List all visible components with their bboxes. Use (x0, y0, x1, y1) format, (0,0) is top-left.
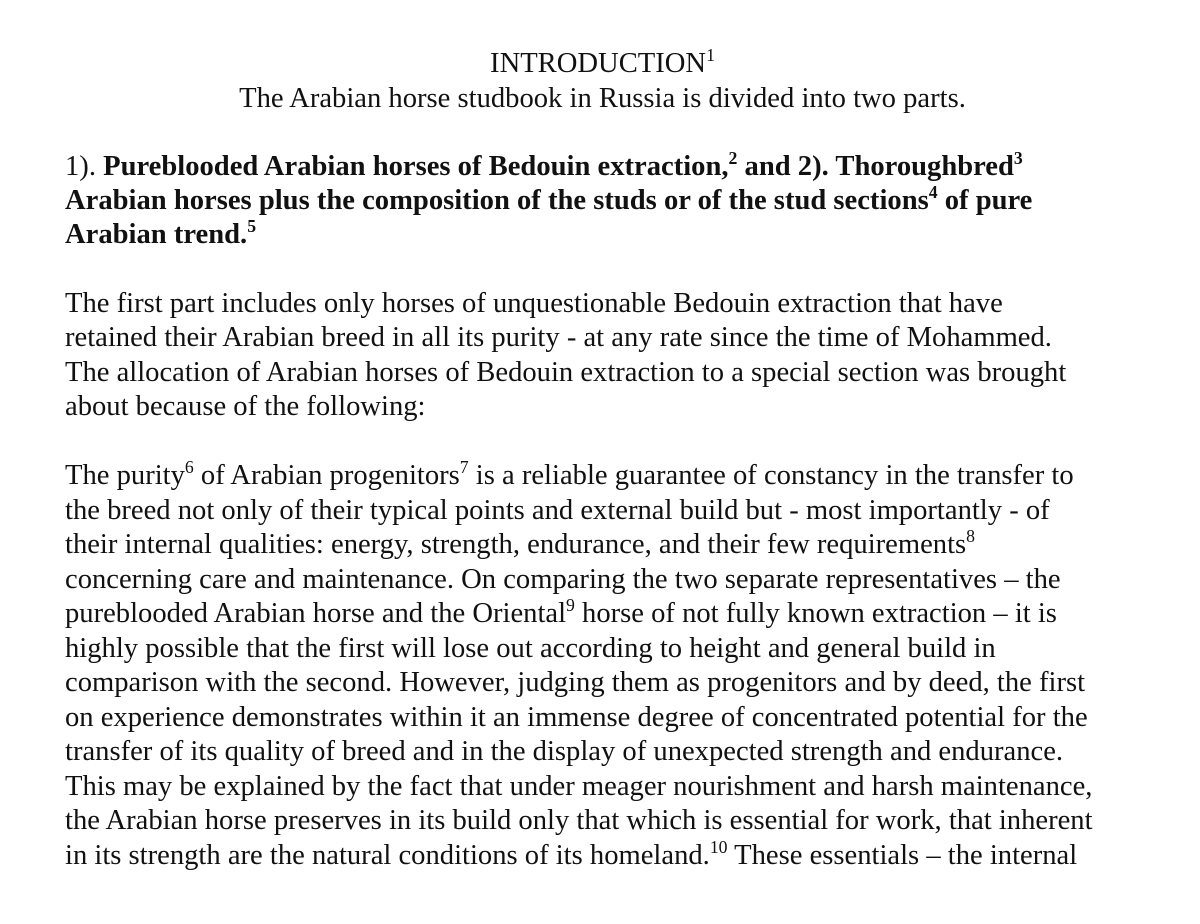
text-run: is a reliable guarantee of constancy in the transfer to (468, 460, 1074, 491)
footnote-ref-3: 3 (1013, 148, 1023, 169)
footnote-ref-8: 8 (966, 526, 976, 547)
bold-text: Arabian horses plus the composition of the studs or of the stud sections (65, 185, 929, 216)
text-line: about because of the following: (65, 391, 426, 422)
text-line: on experience demonstrates within it an immense degree of concentrated potential for the (65, 702, 1088, 733)
title-text: INTRODUCTION (490, 48, 707, 79)
list-number: 1). (65, 151, 104, 182)
page-title (65, 47, 1140, 81)
text-line: The allocation of Arabian horses of Bedouin extraction to a special section was brought (65, 357, 1067, 388)
text-line (65, 218, 256, 252)
text-run: pureblooded Arabian horse and the Oriental (65, 598, 567, 629)
text-run: These essentials – the internal (727, 840, 1078, 871)
text-run: The purity (65, 460, 185, 491)
text-line: highly possible that the first will lose out according to height and general build in (65, 633, 996, 664)
footnote-ref-4: 4 (928, 182, 938, 203)
text-line (65, 839, 1077, 873)
page-subtitle: The Arabian horse studbook in Russia is divided into two parts. (239, 83, 966, 114)
footnote-ref-1: 1 (706, 45, 715, 66)
text-run: horse of not fully known extraction – it is (574, 598, 1057, 629)
text-line: The first part includes only horses of unquestionable Bedouin extraction that have (65, 288, 1003, 319)
text-line: comparison with the second. However, judging them as progenitors and by deed, the first (65, 667, 1086, 698)
text-run: in its strength are the natural conditions of its homeland. (65, 840, 710, 871)
footnote-ref-5: 5 (247, 216, 257, 237)
text-line (65, 459, 1074, 493)
text-run: their internal qualities: energy, strength, endurance, and their few requirements (65, 529, 967, 560)
footnote-ref-9: 9 (566, 595, 575, 616)
bold-text: Arabian trend. (65, 219, 248, 250)
footnote-ref-7: 7 (459, 457, 469, 478)
text-line: the Arabian horse preserves in its build only that which is essential for work, that inherent (65, 805, 1093, 836)
text-line (65, 150, 1023, 184)
text-line (65, 597, 1057, 631)
bold-text: and 2). Thoroughbred (737, 151, 1014, 182)
text-run: of Arabian progenitors (193, 460, 460, 491)
text-line: concerning care and maintenance. On comparing the two separate representatives – the (65, 564, 1061, 595)
bold-text: of pure (937, 185, 1033, 216)
text-line: retained their Arabian breed in all its purity - at any rate since the time of Mohammed. (65, 322, 1052, 353)
text-line (65, 184, 1032, 218)
footnote-ref-10: 10 (709, 837, 728, 858)
text-line (65, 528, 975, 562)
footnote-ref-6: 6 (184, 457, 194, 478)
text-line: the breed not only of their typical points and external build but - most importantly - of (65, 495, 1050, 526)
bold-text: Pureblooded Arabian horses of Bedouin extraction, (103, 151, 729, 182)
footnote-ref-2: 2 (728, 148, 738, 169)
text-line: transfer of its quality of breed and in the display of unexpected strength and endurance. (65, 736, 1064, 767)
text-line: This may be explained by the fact that under meager nourishment and harsh maintenance, (65, 771, 1093, 802)
